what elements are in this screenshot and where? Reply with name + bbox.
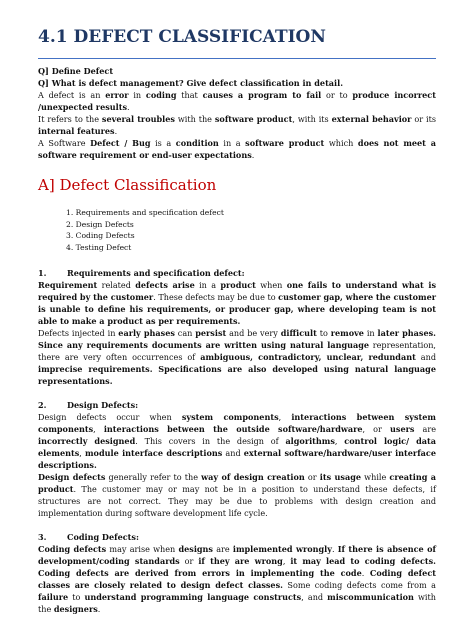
coding-paragraph-1: Coding defects may arise when designs are implemented wrongly. If there is absence of development/coding standards or if they are wrong, it may lead to coding defects. Coding defects are derived from errors in implementing the code. Coding defect classes are closely related to design defect classes. Some coding defects come from a failure to understand programming language constructs, and miscommunication with the designers. <box>38 544 437 615</box>
list-item: 3. Coding Defects <box>66 231 135 241</box>
design-paragraph-2: Design defects generally refer to the way of design creation or its usage while creating a product. The customer may or may not be in a position to understand these defects, if structures are not correct. They may be due to problems with design creation and implementation during software development life cycle. <box>38 472 436 519</box>
requirements-paragraph-1: Requirement related defects arise in a product when one fails to understand what is required by the customer. These defects may be due to customer gap, where the customer is unable to define his requirements, or producer gap, where developing team is not able to make a product as per requirements. <box>38 280 436 327</box>
intro-paragraph-3: A Software Defect / Bug is a condition in a software product which does not meet a software requirement or end-user expectations. <box>38 138 436 160</box>
section-heading-coding: 3. Coding Defects: <box>38 532 139 543</box>
list-item: 1. Requirements and specification defect <box>66 208 224 217</box>
section-heading-requirements: 1. Requirements and specification defect: <box>38 268 245 279</box>
title-underline <box>38 58 436 59</box>
intro-paragraph-2: It refers to the several troubles with the software product, with its external behavior or its internal features. <box>38 114 436 136</box>
question-define-defect: Q] Define Defect <box>38 66 114 76</box>
requirements-paragraph-2: Defects injected in early phases can persist and be very difficult to remove in later phases. Since any requirements documents are written using natural language representation, there are very often occurrences of ambiguous, contradictory, unclear, redundant and imprecise requirements. Specifications are also developed using natural language representations. <box>38 328 437 387</box>
list-item: 4. Testing Defect <box>66 242 132 252</box>
classification-list <box>38 207 436 253</box>
list-item: 2. Design Defects <box>66 219 134 229</box>
design-paragraph-1: Design defects occur when system components, interactions between system components, interactions between the outside software/hardware, or users are incorrectly designed. This covers in the design of algorithms, control logic/ data elements, module interface descriptions and external software/hardware/user interface descriptions. <box>38 412 437 471</box>
page-title: 4.1 DEFECT CLASSIFICATION <box>38 27 326 47</box>
intro-paragraph-1: A defect is an error in coding that causes a program to fail or to produce incorrect /unexpected results. <box>38 90 436 112</box>
question-defect-management: Q] What is defect management? Give defect classification in detail. <box>38 78 344 88</box>
section-heading-design: 2. Design Defects: <box>38 400 139 411</box>
section-a-title: A] Defect Classification <box>38 176 217 194</box>
